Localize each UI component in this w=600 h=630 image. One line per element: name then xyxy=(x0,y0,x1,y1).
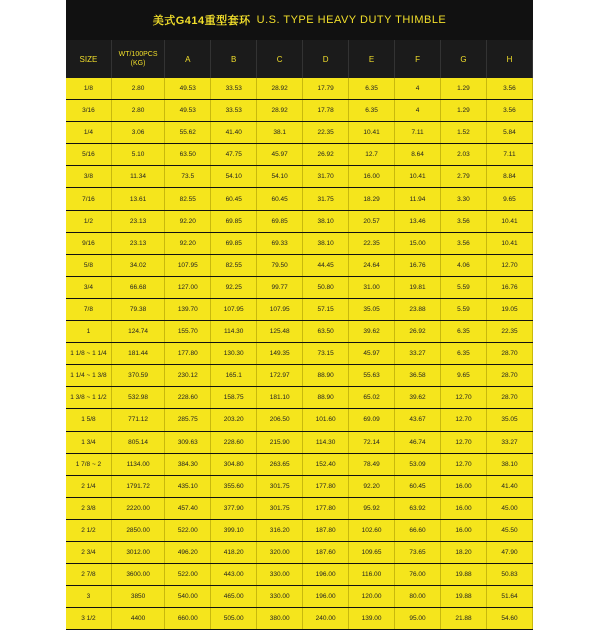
size-cell: 2 7/8 xyxy=(66,564,111,586)
table-cell: 304.80 xyxy=(211,453,257,475)
table-row xyxy=(66,100,533,122)
table-cell: 49.53 xyxy=(165,100,211,122)
table-cell: 50.83 xyxy=(486,564,532,586)
table-cell: 771.12 xyxy=(111,409,164,431)
table-cell: 39.62 xyxy=(349,321,395,343)
table-cell: 196.00 xyxy=(303,564,349,586)
table-cell: 435.10 xyxy=(165,475,211,497)
table-cell: 12.7 xyxy=(349,144,395,166)
table-cell: 309.63 xyxy=(165,431,211,453)
table-cell: 19.88 xyxy=(441,586,487,608)
table-cell: 95.92 xyxy=(349,497,395,519)
table-cell: 60.45 xyxy=(257,188,303,210)
table-row xyxy=(66,122,533,144)
table-cell: 45.00 xyxy=(486,497,532,519)
thimble-spec-table xyxy=(66,40,533,630)
table-cell: 23.13 xyxy=(111,232,164,254)
table-cell: 9.65 xyxy=(441,365,487,387)
table-row xyxy=(66,365,533,387)
table-cell: 17.79 xyxy=(303,78,349,100)
table-cell: 33.53 xyxy=(211,78,257,100)
table-cell: 165.1 xyxy=(211,365,257,387)
table-cell: 23.88 xyxy=(395,298,441,320)
table-row xyxy=(66,144,533,166)
table-cell: 44.45 xyxy=(303,254,349,276)
table-cell: 76.00 xyxy=(395,564,441,586)
table-cell: 9.65 xyxy=(486,188,532,210)
table-cell: 16.00 xyxy=(349,166,395,188)
table-cell: 38.10 xyxy=(303,210,349,232)
size-cell: 3 xyxy=(66,586,111,608)
table-cell: 380.00 xyxy=(257,608,303,630)
size-cell: 9/16 xyxy=(66,232,111,254)
table-cell: 88.90 xyxy=(303,387,349,409)
table-cell: 116.00 xyxy=(349,564,395,586)
table-cell: 3.56 xyxy=(441,210,487,232)
table-cell: 28.92 xyxy=(257,78,303,100)
table-cell: 57.15 xyxy=(303,298,349,320)
table-cell: 107.95 xyxy=(257,298,303,320)
table-cell: 33.27 xyxy=(486,431,532,453)
column-header-7: F xyxy=(395,40,441,78)
table-cell: 465.00 xyxy=(211,586,257,608)
table-cell: 92.20 xyxy=(349,475,395,497)
table-cell: 24.64 xyxy=(349,254,395,276)
table-cell: 10.41 xyxy=(486,232,532,254)
table-cell: 78.49 xyxy=(349,453,395,475)
table-cell: 13.46 xyxy=(395,210,441,232)
table-cell: 38.10 xyxy=(303,232,349,254)
table-cell: 3.56 xyxy=(441,232,487,254)
table-cell: 5.59 xyxy=(441,276,487,298)
table-cell: 107.95 xyxy=(165,254,211,276)
table-cell: 114.30 xyxy=(303,431,349,453)
size-cell: 7/8 xyxy=(66,298,111,320)
table-cell: 69.33 xyxy=(257,232,303,254)
table-body xyxy=(66,78,533,630)
table-cell: 15.00 xyxy=(395,232,441,254)
table-row xyxy=(66,564,533,586)
table-cell: 4400 xyxy=(111,608,164,630)
table-cell: 384.30 xyxy=(165,453,211,475)
table-cell: 505.00 xyxy=(211,608,257,630)
table-cell: 2850.00 xyxy=(111,519,164,541)
table-row xyxy=(66,541,533,563)
table-row xyxy=(66,608,533,630)
column-header-8: G xyxy=(441,40,487,78)
table-cell: 330.00 xyxy=(257,564,303,586)
table-cell: 69.09 xyxy=(349,409,395,431)
table-cell: 109.65 xyxy=(349,541,395,563)
table-cell: 65.02 xyxy=(349,387,395,409)
table-cell: 2.79 xyxy=(441,166,487,188)
table-cell: 127.00 xyxy=(165,276,211,298)
table-cell: 540.00 xyxy=(165,586,211,608)
table-cell: 301.75 xyxy=(257,475,303,497)
table-cell: 47.75 xyxy=(211,144,257,166)
table-cell: 11.34 xyxy=(111,166,164,188)
table-row xyxy=(66,210,533,232)
table-cell: 149.35 xyxy=(257,343,303,365)
table-cell: 79.38 xyxy=(111,298,164,320)
size-cell: 1 3/4 xyxy=(66,431,111,453)
table-cell: 54.60 xyxy=(486,608,532,630)
table-cell: 88.90 xyxy=(303,365,349,387)
size-cell: 3 1/2 xyxy=(66,608,111,630)
table-cell: 28.92 xyxy=(257,100,303,122)
table-cell: 125.48 xyxy=(257,321,303,343)
table-cell: 187.80 xyxy=(303,519,349,541)
table-cell: 33.53 xyxy=(211,100,257,122)
table-cell: 130.30 xyxy=(211,343,257,365)
table-cell: 181.44 xyxy=(111,343,164,365)
table-cell: 660.00 xyxy=(165,608,211,630)
table-cell: 73.65 xyxy=(395,541,441,563)
table-cell: 3.30 xyxy=(441,188,487,210)
table-cell: 41.40 xyxy=(211,122,257,144)
table-cell: 10.41 xyxy=(395,166,441,188)
table-cell: 28.70 xyxy=(486,365,532,387)
table-cell: 1791.72 xyxy=(111,475,164,497)
table-cell: 69.85 xyxy=(211,210,257,232)
table-cell: 45.97 xyxy=(257,144,303,166)
table-cell: 13.61 xyxy=(111,188,164,210)
table-cell: 330.00 xyxy=(257,586,303,608)
table-cell: 92.25 xyxy=(211,276,257,298)
table-cell: 240.00 xyxy=(303,608,349,630)
table-cell: 228.60 xyxy=(165,387,211,409)
table-cell: 54.10 xyxy=(257,166,303,188)
table-cell: 55.63 xyxy=(349,365,395,387)
table-cell: 66.60 xyxy=(395,519,441,541)
table-row xyxy=(66,387,533,409)
table-cell: 31.00 xyxy=(349,276,395,298)
table-cell: 4 xyxy=(395,100,441,122)
table-cell: 28.70 xyxy=(486,343,532,365)
table-cell: 82.55 xyxy=(165,188,211,210)
size-cell: 1/4 xyxy=(66,122,111,144)
table-cell: 285.75 xyxy=(165,409,211,431)
table-cell: 82.55 xyxy=(211,254,257,276)
table-cell: 72.14 xyxy=(349,431,395,453)
title-chinese: 美式G414重型套环 xyxy=(152,15,251,27)
table-cell: 177.80 xyxy=(303,497,349,519)
table-cell: 8.64 xyxy=(395,144,441,166)
table-cell: 35.05 xyxy=(349,298,395,320)
table-cell: 55.62 xyxy=(165,122,211,144)
table-cell: 63.92 xyxy=(395,497,441,519)
table-row xyxy=(66,497,533,519)
size-cell: 1 5/8 xyxy=(66,409,111,431)
table-cell: 139.70 xyxy=(165,298,211,320)
table-cell: 69.85 xyxy=(257,210,303,232)
table-cell: 28.70 xyxy=(486,387,532,409)
table-cell: 155.70 xyxy=(165,321,211,343)
table-cell: 263.65 xyxy=(257,453,303,475)
table-cell: 16.00 xyxy=(441,519,487,541)
column-header-1: WT/100PCS (KG) xyxy=(111,40,164,78)
table-row xyxy=(66,276,533,298)
table-cell: 2.03 xyxy=(441,144,487,166)
table-cell: 1134.00 xyxy=(111,453,164,475)
table-cell: 73.5 xyxy=(165,166,211,188)
table-cell: 107.95 xyxy=(211,298,257,320)
column-header-5: D xyxy=(303,40,349,78)
table-cell: 12.70 xyxy=(441,409,487,431)
header-row xyxy=(66,40,533,78)
title-english: U.S. TYPE HEAVY DUTY THIMBLE xyxy=(256,14,447,26)
size-cell: 2 1/4 xyxy=(66,475,111,497)
table-cell: 418.20 xyxy=(211,541,257,563)
table-cell: 22.35 xyxy=(303,122,349,144)
size-cell: 1 7/8 ~ 2 xyxy=(66,453,111,475)
size-cell: 3/8 xyxy=(66,166,111,188)
table-cell: 3850 xyxy=(111,586,164,608)
column-header-6: E xyxy=(349,40,395,78)
table-row xyxy=(66,453,533,475)
table-cell: 522.00 xyxy=(165,519,211,541)
table-cell: 20.57 xyxy=(349,210,395,232)
table-cell: 36.58 xyxy=(395,365,441,387)
table-cell: 3.56 xyxy=(486,78,532,100)
table-cell: 12.70 xyxy=(441,431,487,453)
table-cell: 2220.00 xyxy=(111,497,164,519)
table-cell: 3012.00 xyxy=(111,541,164,563)
table-cell: 92.20 xyxy=(165,232,211,254)
table-cell: 3.56 xyxy=(486,100,532,122)
table-cell: 196.00 xyxy=(303,586,349,608)
column-header-2: A xyxy=(165,40,211,78)
table-cell: 11.94 xyxy=(395,188,441,210)
table-cell: 443.00 xyxy=(211,564,257,586)
table-cell: 16.00 xyxy=(441,475,487,497)
column-header-9: H xyxy=(486,40,532,78)
table-cell: 38.1 xyxy=(257,122,303,144)
size-cell: 1 1/4 ~ 1 3/8 xyxy=(66,365,111,387)
table-cell: 206.50 xyxy=(257,409,303,431)
size-cell: 5/8 xyxy=(66,254,111,276)
table-row xyxy=(66,298,533,320)
table-cell: 69.85 xyxy=(211,232,257,254)
table-row xyxy=(66,343,533,365)
table-row xyxy=(66,586,533,608)
table-cell: 102.60 xyxy=(349,519,395,541)
size-cell: 1 1/8 ~ 1 1/4 xyxy=(66,343,111,365)
table-row xyxy=(66,254,533,276)
table-cell: 73.15 xyxy=(303,343,349,365)
table-cell: 5.84 xyxy=(486,122,532,144)
table-cell: 5.59 xyxy=(441,298,487,320)
table-cell: 16.76 xyxy=(395,254,441,276)
table-cell: 34.02 xyxy=(111,254,164,276)
table-cell: 1.52 xyxy=(441,122,487,144)
table-cell: 181.10 xyxy=(257,387,303,409)
table-cell: 35.05 xyxy=(486,409,532,431)
table-cell: 63.50 xyxy=(303,321,349,343)
table-cell: 6.35 xyxy=(349,100,395,122)
table-cell: 203.20 xyxy=(211,409,257,431)
size-cell: 2 3/4 xyxy=(66,541,111,563)
table-cell: 6.35 xyxy=(441,343,487,365)
table-cell: 63.50 xyxy=(165,144,211,166)
table-cell: 139.00 xyxy=(349,608,395,630)
table-cell: 12.70 xyxy=(441,387,487,409)
table-cell: 47.90 xyxy=(486,541,532,563)
table-cell: 152.40 xyxy=(303,453,349,475)
table-cell: 457.40 xyxy=(165,497,211,519)
table-cell: 38.10 xyxy=(486,453,532,475)
table-cell: 22.35 xyxy=(349,232,395,254)
table-cell: 6.35 xyxy=(349,78,395,100)
table-cell: 187.60 xyxy=(303,541,349,563)
table-cell: 31.70 xyxy=(303,166,349,188)
table-cell: 95.00 xyxy=(395,608,441,630)
table-cell: 316.20 xyxy=(257,519,303,541)
table-cell: 66.68 xyxy=(111,276,164,298)
table-cell: 51.64 xyxy=(486,586,532,608)
table-cell: 6.35 xyxy=(441,321,487,343)
table-row xyxy=(66,475,533,497)
table-cell: 4.06 xyxy=(441,254,487,276)
table-cell: 12.70 xyxy=(441,453,487,475)
table-cell: 522.00 xyxy=(165,564,211,586)
column-header-4: C xyxy=(257,40,303,78)
table-cell: 80.00 xyxy=(395,586,441,608)
table-cell: 3600.00 xyxy=(111,564,164,586)
size-cell: 1 3/8 ~ 1 1/2 xyxy=(66,387,111,409)
size-cell: 2 1/2 xyxy=(66,519,111,541)
table-cell: 172.97 xyxy=(257,365,303,387)
table-cell: 43.67 xyxy=(395,409,441,431)
table-cell: 79.50 xyxy=(257,254,303,276)
table-row xyxy=(66,409,533,431)
table-cell: 22.35 xyxy=(486,321,532,343)
table-cell: 10.41 xyxy=(349,122,395,144)
table-cell: 23.13 xyxy=(111,210,164,232)
table-title xyxy=(66,0,533,40)
table-cell: 49.53 xyxy=(165,78,211,100)
table-cell: 26.92 xyxy=(395,321,441,343)
table-cell: 370.59 xyxy=(111,365,164,387)
table-cell: 215.90 xyxy=(257,431,303,453)
size-cell: 1/2 xyxy=(66,210,111,232)
column-header-0: SIZE xyxy=(66,40,111,78)
table-cell: 60.45 xyxy=(211,188,257,210)
table-cell: 45.50 xyxy=(486,519,532,541)
table-row xyxy=(66,519,533,541)
size-cell: 3/4 xyxy=(66,276,111,298)
table-cell: 320.00 xyxy=(257,541,303,563)
table-cell: 3.06 xyxy=(111,122,164,144)
table-cell: 1.29 xyxy=(441,100,487,122)
table-cell: 301.75 xyxy=(257,497,303,519)
table-cell: 19.05 xyxy=(486,298,532,320)
table-cell: 230.12 xyxy=(165,365,211,387)
spec-sheet xyxy=(66,0,533,623)
table-cell: 532.98 xyxy=(111,387,164,409)
table-cell: 16.76 xyxy=(486,276,532,298)
size-cell: 3/16 xyxy=(66,100,111,122)
table-cell: 54.10 xyxy=(211,166,257,188)
table-cell: 46.74 xyxy=(395,431,441,453)
size-cell: 7/16 xyxy=(66,188,111,210)
size-cell: 2 3/8 xyxy=(66,497,111,519)
table-cell: 41.40 xyxy=(486,475,532,497)
size-cell: 5/16 xyxy=(66,144,111,166)
table-cell: 101.60 xyxy=(303,409,349,431)
table-cell: 26.92 xyxy=(303,144,349,166)
table-row xyxy=(66,431,533,453)
table-row xyxy=(66,78,533,100)
table-cell: 18.29 xyxy=(349,188,395,210)
table-cell: 16.00 xyxy=(441,497,487,519)
table-cell: 99.77 xyxy=(257,276,303,298)
table-cell: 355.60 xyxy=(211,475,257,497)
size-cell: 1/8 xyxy=(66,78,111,100)
column-header-3: B xyxy=(211,40,257,78)
table-cell: 50.80 xyxy=(303,276,349,298)
table-cell: 53.09 xyxy=(395,453,441,475)
table-cell: 17.78 xyxy=(303,100,349,122)
table-row xyxy=(66,188,533,210)
table-cell: 2.80 xyxy=(111,100,164,122)
table-cell: 228.60 xyxy=(211,431,257,453)
table-cell: 8.84 xyxy=(486,166,532,188)
table-cell: 92.20 xyxy=(165,210,211,232)
table-cell: 5.10 xyxy=(111,144,164,166)
table-cell: 31.75 xyxy=(303,188,349,210)
table-cell: 45.97 xyxy=(349,343,395,365)
table-cell: 120.00 xyxy=(349,586,395,608)
table-cell: 19.88 xyxy=(441,564,487,586)
table-cell: 7.11 xyxy=(395,122,441,144)
table-cell: 177.80 xyxy=(165,343,211,365)
table-cell: 4 xyxy=(395,78,441,100)
table-cell: 10.41 xyxy=(486,210,532,232)
table-cell: 33.27 xyxy=(395,343,441,365)
table-cell: 39.62 xyxy=(395,387,441,409)
table-row xyxy=(66,166,533,188)
table-cell: 399.10 xyxy=(211,519,257,541)
table-cell: 377.90 xyxy=(211,497,257,519)
table-cell: 60.45 xyxy=(395,475,441,497)
table-cell: 12.70 xyxy=(486,254,532,276)
table-cell: 2.80 xyxy=(111,78,164,100)
table-cell: 21.88 xyxy=(441,608,487,630)
table-row xyxy=(66,321,533,343)
table-row xyxy=(66,232,533,254)
table-cell: 158.75 xyxy=(211,387,257,409)
table-cell: 177.80 xyxy=(303,475,349,497)
table-cell: 7.11 xyxy=(486,144,532,166)
table-cell: 114.30 xyxy=(211,321,257,343)
table-cell: 124.74 xyxy=(111,321,164,343)
size-cell: 1 xyxy=(66,321,111,343)
table-cell: 805.14 xyxy=(111,431,164,453)
table-cell: 1.29 xyxy=(441,78,487,100)
table-cell: 18.20 xyxy=(441,541,487,563)
table-cell: 496.20 xyxy=(165,541,211,563)
table-cell: 19.81 xyxy=(395,276,441,298)
